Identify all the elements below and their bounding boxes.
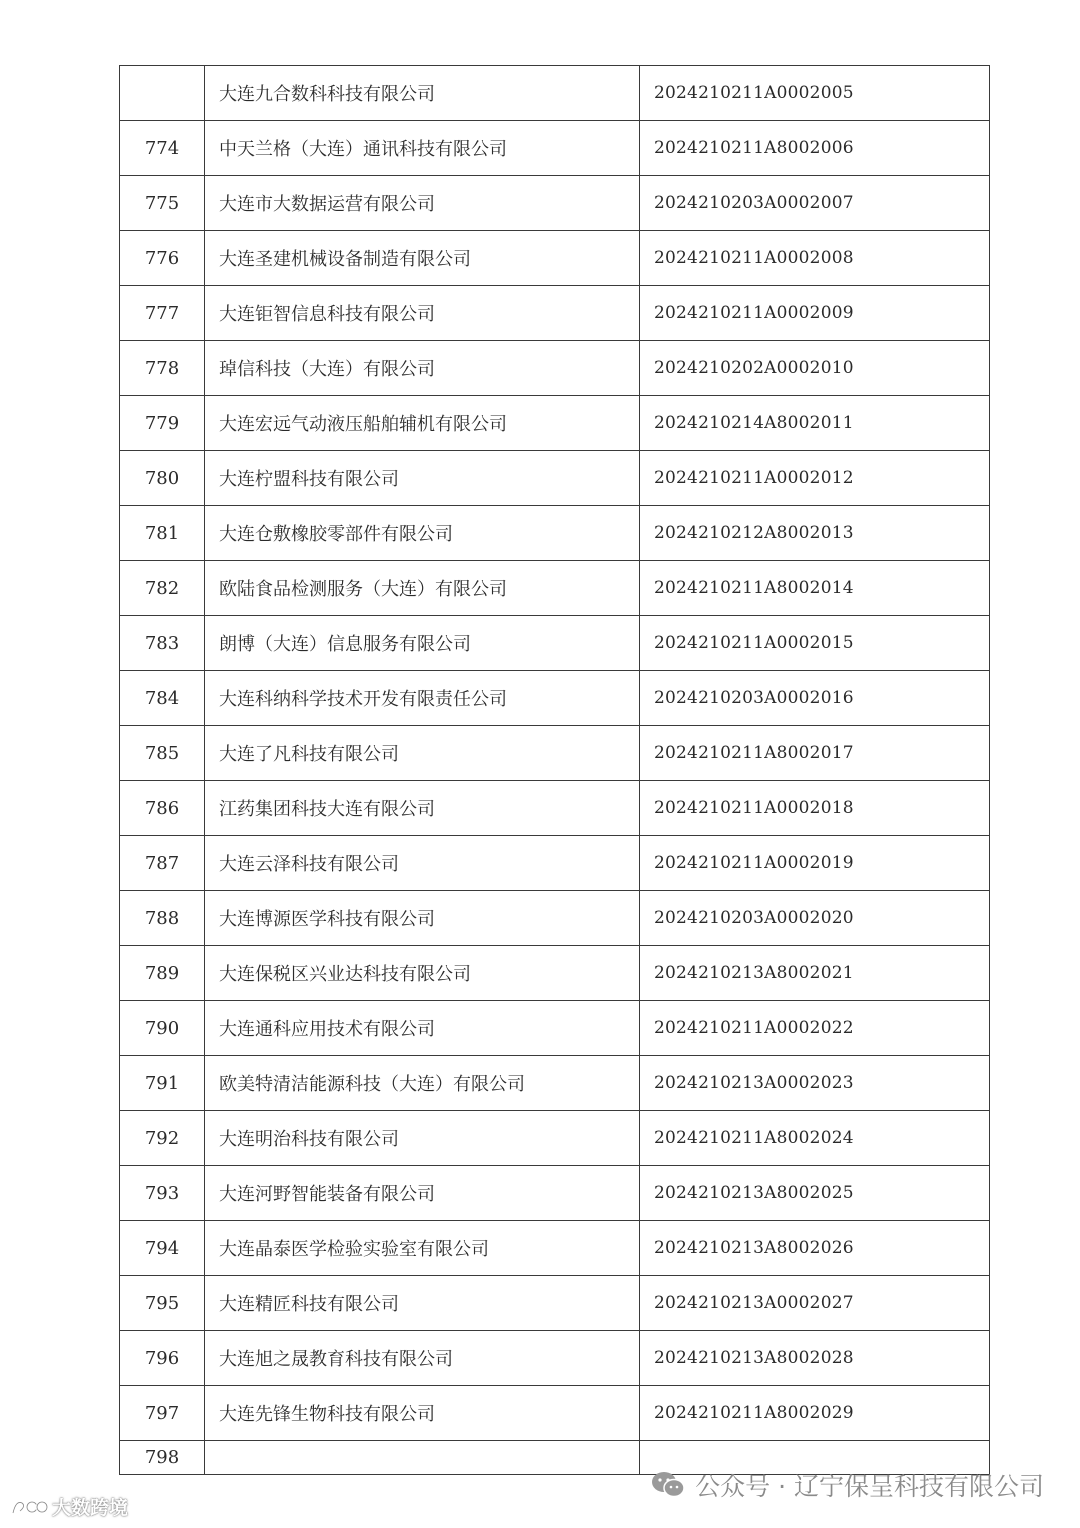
table-row (120, 1111, 990, 1166)
registration-code-cell: 2024210203A0002016 (640, 671, 990, 726)
registration-code-cell: 2024210211A0002022 (640, 1001, 990, 1056)
company-name-cell: 大连明治科技有限公司 (205, 1111, 640, 1166)
company-name-cell (205, 1441, 640, 1475)
table-row (120, 1386, 990, 1441)
company-name-cell: 欧陆食品检测服务（大连）有限公司 (205, 561, 640, 616)
company-name-cell: 大连旭之晟教育科技有限公司 (205, 1331, 640, 1386)
registration-code-cell: 2024210211A8002014 (640, 561, 990, 616)
registration-code-cell: 2024210211A0002019 (640, 836, 990, 891)
row-number-cell: 785 (120, 726, 205, 781)
row-number-cell: 784 (120, 671, 205, 726)
row-number-cell: 793 (120, 1166, 205, 1221)
table-row (120, 506, 990, 561)
row-number-cell: 792 (120, 1111, 205, 1166)
table-row (120, 1001, 990, 1056)
row-number-cell: 788 (120, 891, 205, 946)
dashuju-logo-icon (10, 1497, 48, 1517)
table-row (120, 1276, 990, 1331)
row-number-cell: 794 (120, 1221, 205, 1276)
wechat-icon (651, 1471, 685, 1499)
table-row (120, 451, 990, 506)
company-name-cell: 大连九合数科科技有限公司 (205, 66, 640, 121)
registration-code-cell: 2024210213A8002021 (640, 946, 990, 1001)
company-name-cell: 大连圣建机械设备制造有限公司 (205, 231, 640, 286)
registration-code-cell: 2024210211A0002012 (640, 451, 990, 506)
row-number-cell: 791 (120, 1056, 205, 1111)
company-name-cell: 江药集团科技大连有限公司 (205, 781, 640, 836)
registration-code-cell: 2024210211A0002015 (640, 616, 990, 671)
table-row (120, 1221, 990, 1276)
company-name-cell: 大连通科应用技术有限公司 (205, 1001, 640, 1056)
registration-code-cell: 2024210202A0002010 (640, 341, 990, 396)
registration-code-cell: 2024210211A0002009 (640, 286, 990, 341)
row-number-cell: 796 (120, 1331, 205, 1386)
row-number-cell: 790 (120, 1001, 205, 1056)
registration-code-cell: 2024210212A8002013 (640, 506, 990, 561)
row-number-cell: 787 (120, 836, 205, 891)
wechat-watermark (651, 1467, 1044, 1503)
company-name-cell: 大连保税区兴业达科技有限公司 (205, 946, 640, 1001)
registration-code-cell: 2024210211A8002006 (640, 121, 990, 176)
registration-code-cell: 2024210213A0002027 (640, 1276, 990, 1331)
registration-code-cell: 2024210213A8002025 (640, 1166, 990, 1221)
company-name-cell: 大连科纳科学技术开发有限责任公司 (205, 671, 640, 726)
brand-watermark-text: 大数跨境 (52, 1497, 129, 1519)
company-name-cell: 琸信科技（大连）有限公司 (205, 341, 640, 396)
row-number-cell: 789 (120, 946, 205, 1001)
table-row (120, 66, 990, 121)
company-name-cell: 中天兰格（大连）通讯科技有限公司 (205, 121, 640, 176)
wechat-watermark-text: 公众号 · 辽宁保呈科技有限公司 (695, 1472, 1044, 1501)
company-name-cell: 大连先锋生物科技有限公司 (205, 1386, 640, 1441)
row-number-cell: 779 (120, 396, 205, 451)
company-name-cell: 大连市大数据运营有限公司 (205, 176, 640, 231)
company-name-cell: 大连仓敷橡胶零部件有限公司 (205, 506, 640, 561)
table-row (120, 1056, 990, 1111)
table-row (120, 286, 990, 341)
table-body (120, 66, 990, 1475)
table-row (120, 231, 990, 286)
company-name-cell: 大连晶泰医学检验实验室有限公司 (205, 1221, 640, 1276)
brand-watermark (10, 1493, 128, 1520)
company-name-cell: 大连宏远气动液压船舶辅机有限公司 (205, 396, 640, 451)
table-row (120, 1331, 990, 1386)
company-name-cell: 大连博源医学科技有限公司 (205, 891, 640, 946)
registration-code-cell: 2024210211A8002029 (640, 1386, 990, 1441)
row-number-cell: 778 (120, 341, 205, 396)
registration-code-cell: 2024210213A8002028 (640, 1331, 990, 1386)
row-number-cell: 782 (120, 561, 205, 616)
registration-code-cell: 2024210203A0002007 (640, 176, 990, 231)
row-number-cell: 776 (120, 231, 205, 286)
table-row (120, 341, 990, 396)
row-number-cell: 783 (120, 616, 205, 671)
company-name-cell: 大连了凡科技有限公司 (205, 726, 640, 781)
table-row (120, 671, 990, 726)
row-number-cell: 786 (120, 781, 205, 836)
company-name-cell: 大连钜智信息科技有限公司 (205, 286, 640, 341)
table-row (120, 891, 990, 946)
row-number-cell: 777 (120, 286, 205, 341)
registration-code-cell: 2024210211A8002017 (640, 726, 990, 781)
table-row (120, 396, 990, 451)
table-row (120, 176, 990, 231)
table-row (120, 616, 990, 671)
row-number-cell: 774 (120, 121, 205, 176)
table-row (120, 561, 990, 616)
table-row (120, 1166, 990, 1221)
registration-code-cell: 2024210213A8002026 (640, 1221, 990, 1276)
row-number-cell: 798 (120, 1441, 205, 1475)
row-number-cell: 775 (120, 176, 205, 231)
registration-code-cell: 2024210213A0002023 (640, 1056, 990, 1111)
table-row (120, 726, 990, 781)
row-number-cell: 797 (120, 1386, 205, 1441)
registration-code-cell: 2024210211A0002005 (640, 66, 990, 121)
company-name-cell: 朗博（大连）信息服务有限公司 (205, 616, 640, 671)
company-list-table (119, 65, 990, 1475)
company-name-cell: 大连云泽科技有限公司 (205, 836, 640, 891)
table-row (120, 121, 990, 176)
registration-code-cell: 2024210211A0002008 (640, 231, 990, 286)
row-number-cell: 781 (120, 506, 205, 561)
company-name-cell: 大连精匠科技有限公司 (205, 1276, 640, 1331)
registration-code-cell: 2024210203A0002020 (640, 891, 990, 946)
table-row (120, 781, 990, 836)
registration-code-cell: 2024210214A8002011 (640, 396, 990, 451)
row-number-cell: 780 (120, 451, 205, 506)
company-name-cell: 大连河野智能装备有限公司 (205, 1166, 640, 1221)
row-number-cell (120, 66, 205, 121)
table-row (120, 946, 990, 1001)
table-row (120, 836, 990, 891)
registration-code-cell: 2024210211A8002024 (640, 1111, 990, 1166)
row-number-cell: 795 (120, 1276, 205, 1331)
company-name-cell: 欧美特清洁能源科技（大连）有限公司 (205, 1056, 640, 1111)
company-name-cell: 大连柠盟科技有限公司 (205, 451, 640, 506)
registration-code-cell: 2024210211A0002018 (640, 781, 990, 836)
